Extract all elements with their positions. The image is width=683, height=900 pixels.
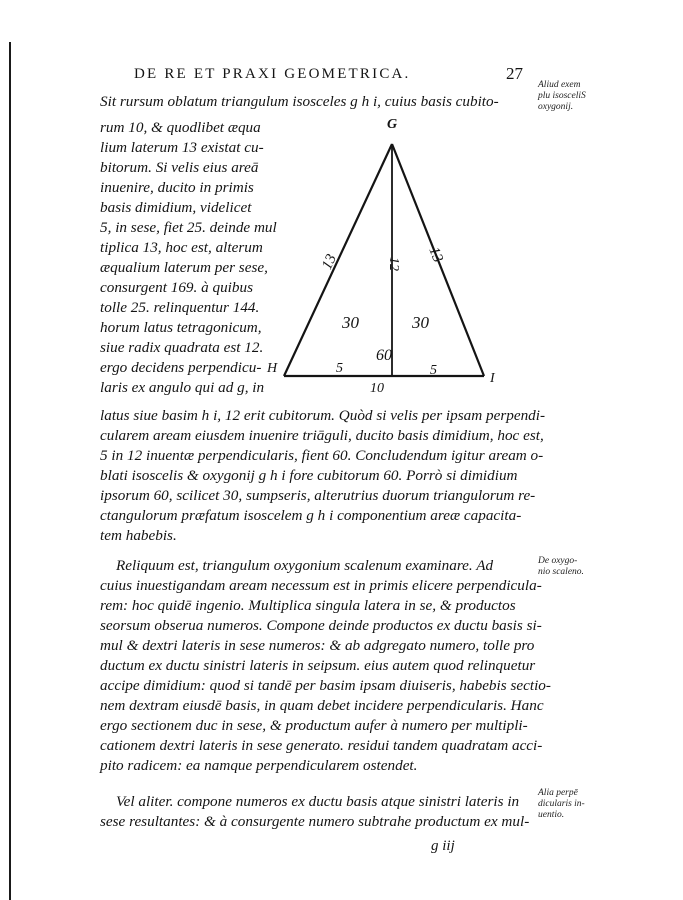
left-side-label: 13 [319,251,340,273]
margin-note-line: plu isosceliS [538,91,586,101]
paragraph-1-line: tem habebis. [100,527,177,544]
vertex-i: I [490,371,495,386]
paragraph-2-line: cuius inuestigandam aream necessum est in primis elicere perpendicula- [100,577,542,594]
page-left-rule [9,42,11,900]
margin-note-line: nio scaleno. [538,567,584,577]
paragraph-1-line: bitorum. Si velis eius areā [100,159,259,176]
paragraph-1-line: tiplica 13, hoc est, alterum [100,239,263,256]
paragraph-1-line: ctangulorum præfatum isoscelem g h i componentium areæ capacita- [100,507,522,524]
paragraph-1-line: horum latus tetragonicum, [100,319,262,336]
paragraph-2-line: rem: hoc quidē ingenio. Multiplica singula latera in se, & productos [100,597,516,614]
paragraph-1-line: laris ex angulo qui ad g, in [100,379,265,396]
paragraph-1-line: 5, in sese, fiet 25. deinde mul [100,219,277,236]
margin-note-line: uentio. [538,810,565,820]
paragraph-1-line: inuenire, ducito in primis [100,179,254,196]
paragraph-1-line: rum 10, & quodlibet æqua [100,119,261,136]
altitude-label: 12 [386,257,401,271]
paragraph-2-line: ductum ex ductu sinistri lateris in seipsum. eius autem quod relinquetur [100,657,536,674]
vertex-h: H [267,361,278,376]
signature-mark: g iij [431,838,455,854]
paragraph-1-line: blati isoscelis & oxygonij g h i fore cubitorum 60. Porrò si dimidium [100,467,518,484]
paragraph-3-line: sese resultantes: & à consurgente numero subtrahe productum ex mul- [100,813,530,830]
right-side-label: 13 [425,244,446,265]
paragraph-1-line: consurgent 169. à quibus [100,279,253,296]
paragraph-1-line: ergo decidens perpendicu- [100,359,262,376]
triangle-figure [262,108,512,398]
paragraph-1-line: latus siue basim h i, 12 erit cubitorum. Quòd si velis per ipsam perpendi- [100,407,546,424]
paragraph-2-line: pito radicem: ea namque perpendicularem ostendet. [100,757,418,774]
paragraph-1-line: tolle 25. relinquentur 144. [100,299,260,316]
paragraph-2-line: mul & dextri lateris in sese numeros: & ab adgregato numero, tolle pro [100,637,535,654]
paragraph-2-line: Reliquum est, triangulum oxygonium scalenum examinare. Ad [116,557,494,574]
paragraph-1-line: lium laterum 13 existat cu- [100,139,264,156]
right-half-base-label: 5 [430,363,437,378]
paragraph-2-line: seorsum obserua numeros. Compone deinde productos ex ductu basis si- [100,617,542,634]
base-length-label: 10 [370,381,384,396]
left-half-base-label: 5 [336,361,343,376]
paragraph-1-line: ipsorum 60, scilicet 30, sumpseris, alterutrius duorum triangulorum re- [100,487,536,504]
paragraph-2-line: cationem dextri lateris in sese generato. residui tandem quadratam acci- [100,737,543,754]
paragraph-3-line: Vel aliter. compone numeros ex ductu basis atque sinistri lateris in [116,793,520,810]
margin-note-line: Alia perpē [538,788,578,798]
running-header: DE RE ET PRAXI GEOMETRICA. [134,66,411,82]
right-area-label: 30 [412,313,429,332]
paragraph-1-line: basis dimidium, videlicet [100,199,252,216]
left-area-label: 30 [342,313,359,332]
vertex-g: G [387,117,398,132]
paragraph-2-line: accipe dimidium: quod si tandē per basim ipsam diuiseris, habebis sectio- [100,677,551,694]
page-number: 27 [506,64,523,83]
margin-note-line: dicularis in- [538,799,585,809]
margin-note-line: oxygonij. [538,102,574,112]
paragraph-1-line: æqualium laterum per sese, [100,259,268,276]
margin-note-line: Aliud exem [538,80,581,90]
paragraph-1-line: cularem aream eiusdem inuenire triāguli, ducito basis dimidium, hoc est, [100,427,544,444]
margin-note-line: De oxygo- [538,556,578,566]
total-area-label: 60 [376,347,392,364]
paragraph-1-line: 5 in 12 inuentæ perpendicularis, fient 60. Concludendum igitur aream o- [100,447,544,464]
paragraph-2-line: ergo sectionem duc in sese, & productum aufer à numero per multipli- [100,717,528,734]
paragraph-1-first-line: Sit rursum oblatum triangulum isosceles g h i, cuius basis cubito- [100,93,499,110]
margin-note-1 [538,80,586,113]
paragraph-1-line: siue radix quadrata est 12. [100,339,264,356]
paragraph-2-line: nem dextram eiusdē basis, in quam debet incidere perpendicularis. Hanc [100,697,544,714]
